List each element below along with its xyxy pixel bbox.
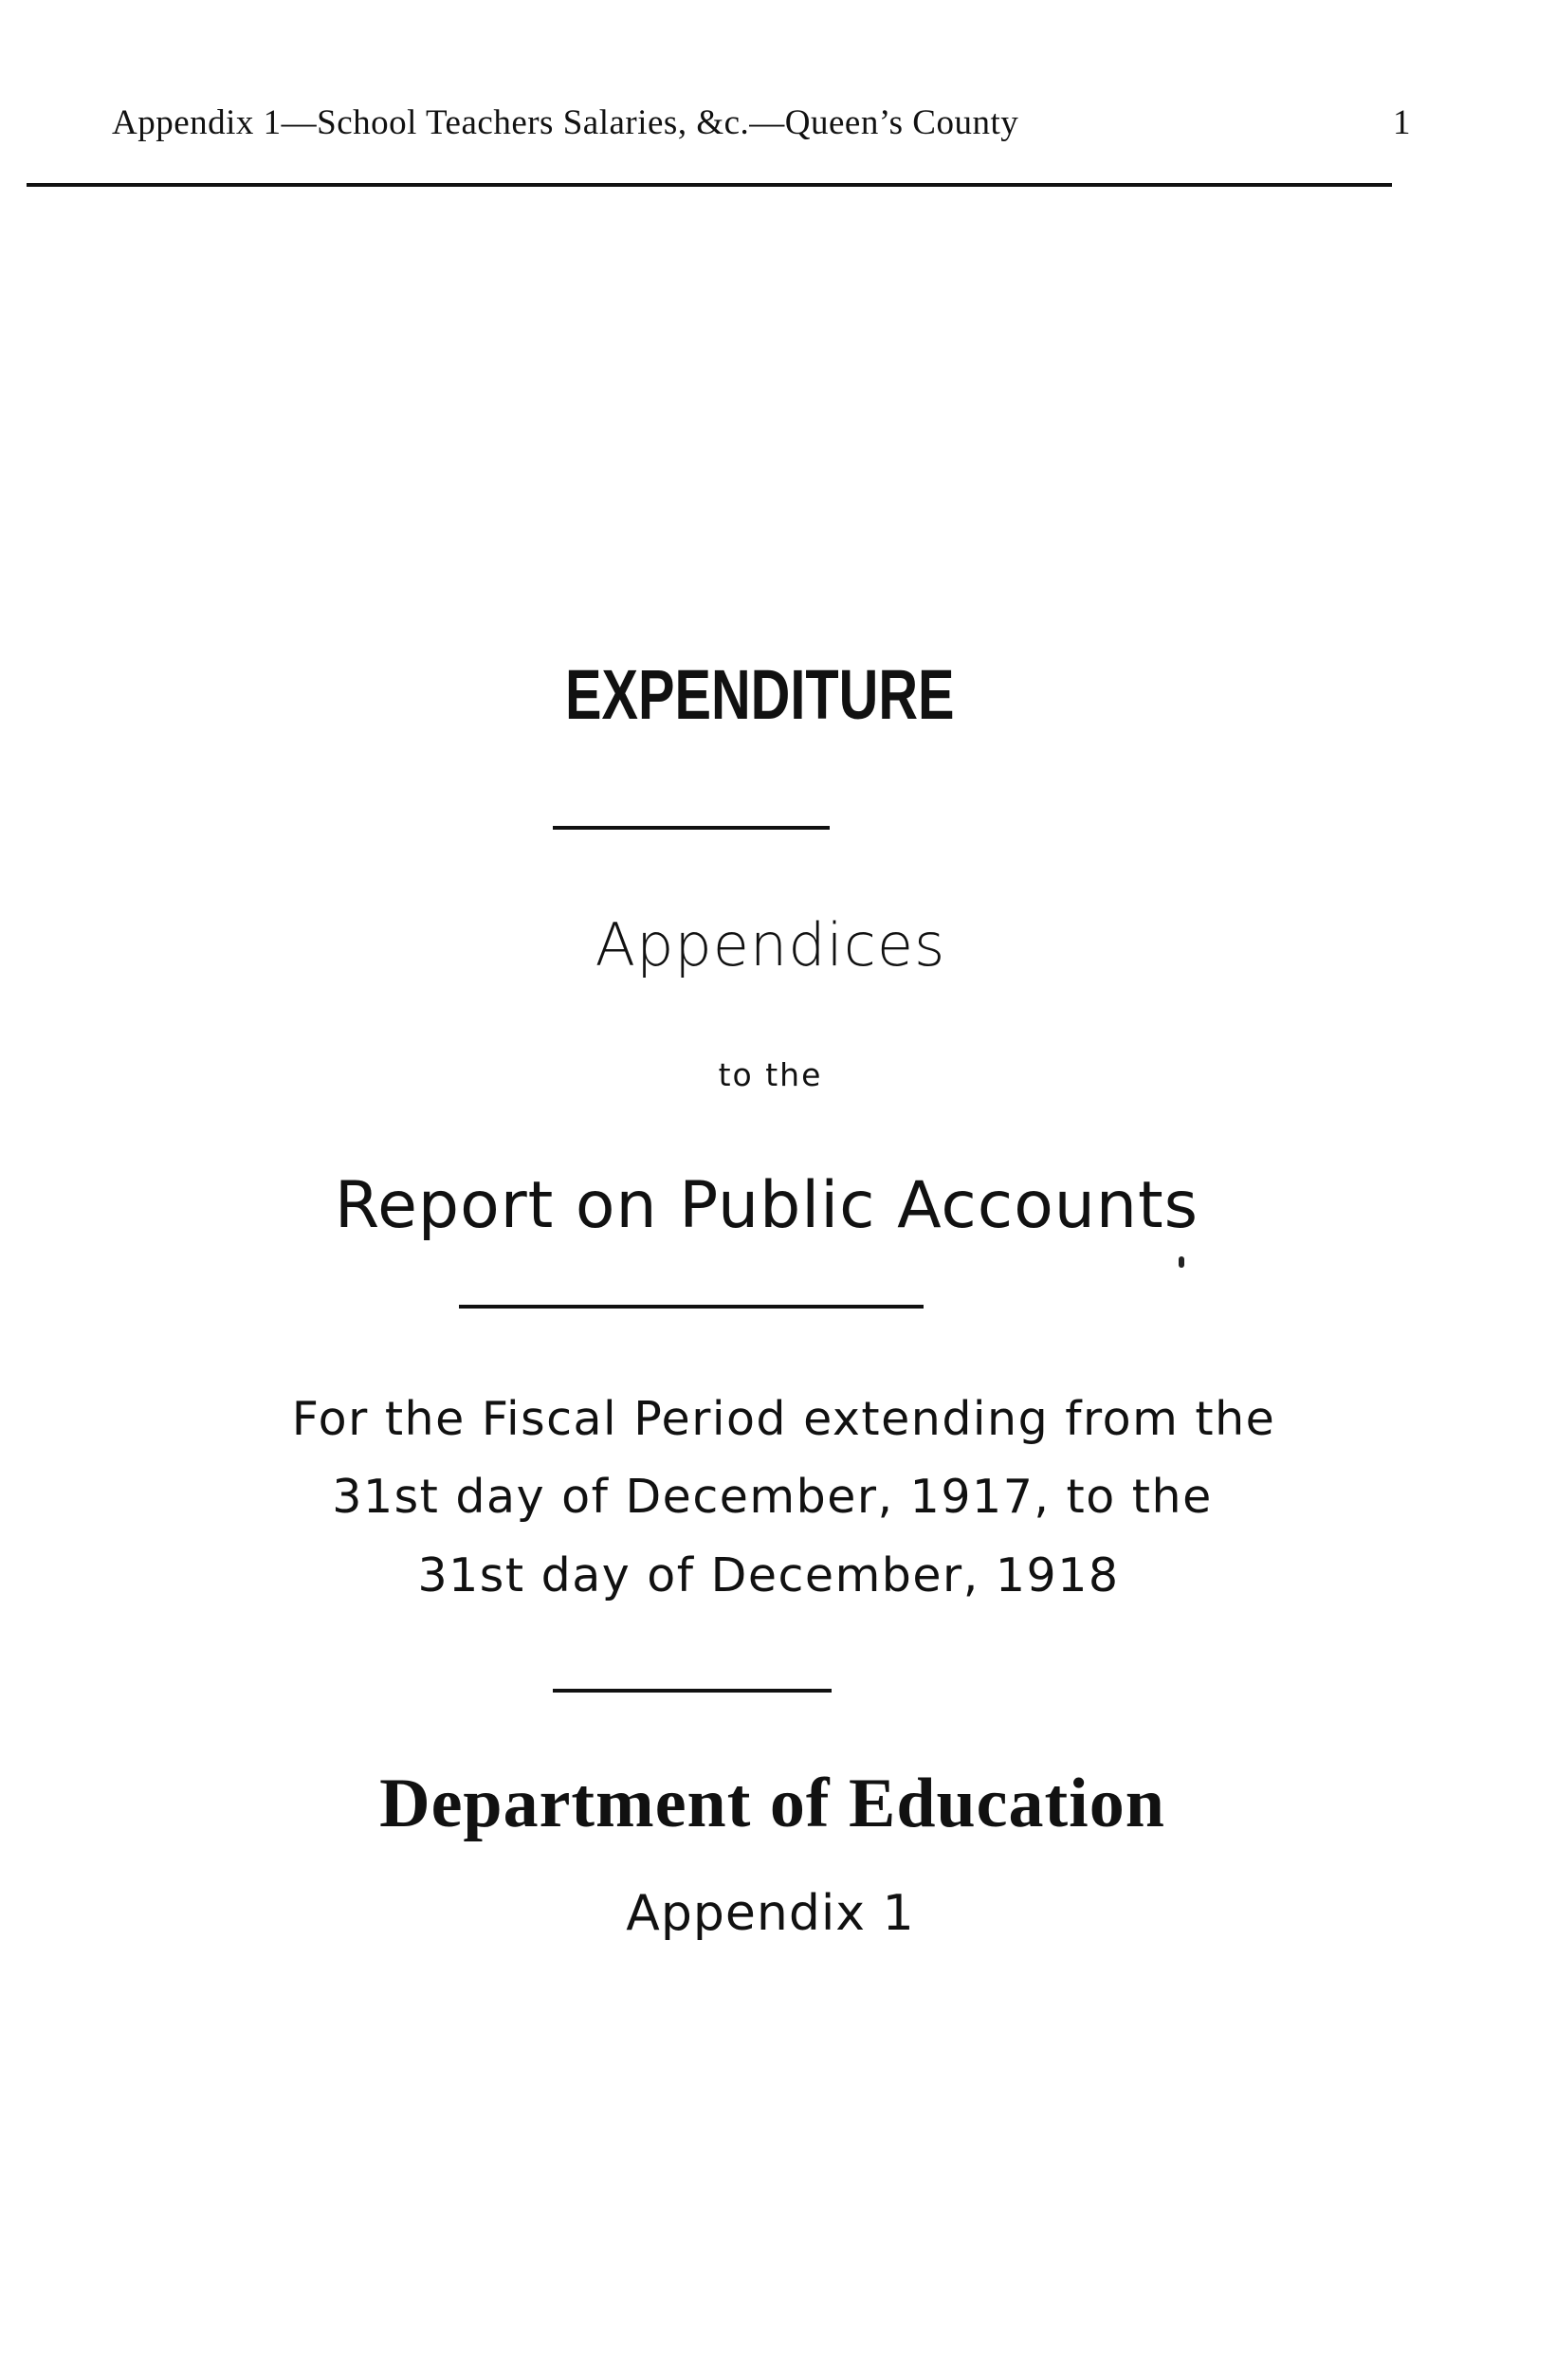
ink-speck [1179,1256,1184,1268]
running-head-title: Appendix 1—School Teachers Salaries, &c.—Queen’s County [112,103,1019,142]
appendices-subheading: Appendices [595,910,946,979]
department-title: Department of Education [379,1765,1165,1842]
period-line: 31st day of December, 1917, to the [332,1470,1213,1524]
report-title: Report on Public Accounts [334,1168,1199,1243]
header-rule [27,183,1392,187]
period-line: For the Fiscal Period extending from the [291,1392,1276,1446]
appendix-label: Appendix 1 [626,1885,915,1942]
expenditure-heading: EXPENDITURE [564,655,955,734]
divider-rule [553,1689,832,1693]
period-line: 31st day of December, 1918 [417,1548,1120,1602]
connector-text: to the [718,1056,823,1093]
divider-rule [553,826,830,830]
divider-rule [459,1305,924,1309]
page-number: 1 [1393,103,1411,142]
